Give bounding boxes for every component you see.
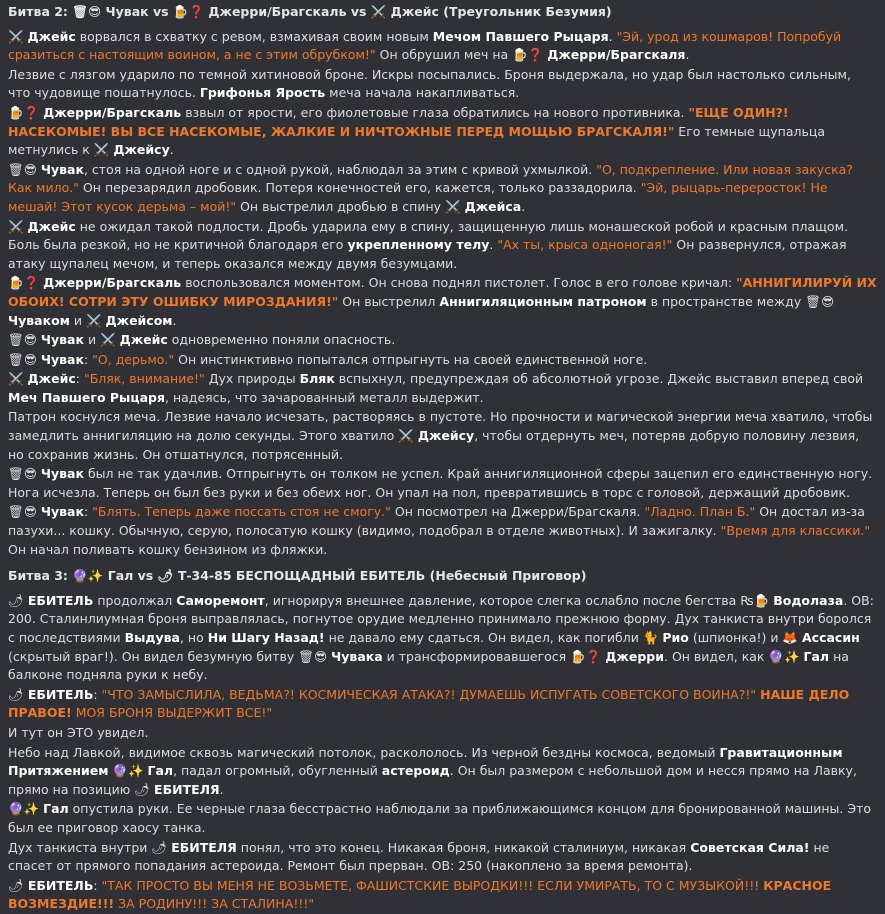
message-paragraph <box>8 408 877 464</box>
text-run: , игнорируя внешнее давление, которое слегка ослабло после бегства ₨🍺 <box>264 592 774 608</box>
text-run: Дух танкиста внутри 🌶 <box>8 839 172 855</box>
bold-name: Джейс <box>27 28 76 44</box>
text-run: и трансформировавшегося 🍺❓ <box>382 648 606 664</box>
message-paragraph <box>8 877 877 914</box>
quote-text: "ТАК ПРОСТО ВЫ МЕНЯ НЕ ВОЗЬМЕТЕ, ФАШИСТСКИЕ ВЫРОДКИ!!! ЕСЛИ УМИРАТЬ, ТО С МУЗЫКОЙ!!! <box>101 877 760 893</box>
bold-name: ЕБИТЕЛЬ <box>27 592 94 608</box>
message-paragraph <box>8 465 877 502</box>
message-paragraph <box>8 66 877 103</box>
message-paragraph <box>8 218 877 274</box>
quote-text: "О, дерьмо." <box>92 351 175 367</box>
text-run: Дух природы <box>204 371 300 387</box>
text-run: 🗑😎 <box>8 161 41 177</box>
text-run: , чтобы отдернуть меч, потеряв добрую половину лезвия, но сохранив жизнь. Он отшатнулся, потрясенный. <box>8 428 860 462</box>
text-run: 🗑😎 <box>8 332 41 348</box>
text-run: понял, что это конец. Никакая броня, никакой сталиниум, никакая <box>236 839 691 855</box>
bold-name: Джейсу <box>113 142 170 158</box>
bold-name: ЕБИТЕЛЯ <box>154 781 220 797</box>
quote-text: "Ах ты, крыса одноногая!" <box>497 237 673 253</box>
quote-text: "Эй, рыцарь-переросток! Не мешай! Этот кусок дерьма – мой!" <box>8 180 828 214</box>
quote-text: "Ладно. План Б." <box>644 504 756 520</box>
bold-name: Бляк <box>299 371 335 387</box>
bold-name: Чувака <box>331 648 383 664</box>
text-run: : <box>83 351 93 367</box>
bold-name: Рио <box>662 630 689 645</box>
text-run: взвыл от ярости, его фиолетовые глаза обратились на нового противника. <box>181 104 689 120</box>
text-run: , падал огромный, обугленный <box>173 763 382 779</box>
bold-name: Гал <box>147 763 174 779</box>
battle-3-section <box>8 592 877 914</box>
bold-name: ЕБИТЕЛЬ <box>27 877 94 893</box>
message-paragraph <box>8 351 877 370</box>
text-run: (шпионка!) и 🦊 <box>688 630 802 645</box>
text-run: : <box>93 686 102 702</box>
message-paragraph <box>8 104 877 160</box>
text-run: . ОВ: 200. Сталинлиумная броня выправлялась, погнутое орудие медленно принимало прежнюю форму. Дух танкиста внутри боролся с последствиями <box>8 592 874 645</box>
text-run: Он посмотрел на Джерри/Брагскаля. <box>390 504 645 520</box>
bold-name: Чуваком <box>8 312 70 328</box>
message-paragraph <box>8 839 877 876</box>
bold-name: Джейса <box>464 198 522 214</box>
quote-text: "Эй, урод из кошмаров! Попробуй сразиться с настоящим воином, а не с этим обрубком!" <box>8 28 842 63</box>
bold-name: укрепленному телу <box>347 237 490 253</box>
bold-name: ЕБИТЕЛЯ <box>171 839 237 855</box>
text-run: 🌶 <box>8 592 28 608</box>
text-run: Он достал из-за пазухи... кошку. Обычную, серую, полосатую кошку (видимо, подобрал в отделе животных). И зажигалку. <box>8 504 865 539</box>
text-run: 🗑😎 <box>8 351 41 367</box>
quote-text: "О, подкрепление. Или новая закуска? Как мило." <box>8 161 853 196</box>
message-paragraph <box>8 161 877 217</box>
bold-name: Ни Шагу Назад! <box>207 630 325 645</box>
quote-text: "Бляк, внимание!" <box>83 371 205 387</box>
bold-name: Чувак <box>40 161 84 177</box>
text-run: опустила руки. Ее черные глаза бесстрастно наблюдали за приближающимся концом для бронированной машины. Это был ее приговор хаосу танка. <box>8 801 872 835</box>
text-run: Лезвие с лязгом ударило по темной хитиновой броне. Искры посыпались. Броня выдержала, но удар был настолько сильным, что чудовище пошатнулось. <box>8 66 851 101</box>
text-run: 🍺❓ <box>8 104 44 120</box>
bold-name: Джейс <box>27 371 76 387</box>
bold-name: Гал <box>803 648 830 664</box>
text-run: был не так удачлив. Отпрыгнуть он толком не успел. Край аннигиляционной сферы зацепил его единственную ногу. Нога исчезла. Теперь он был без руки и без обеих ног. Он упал на пол, превратившись в торс с головой, держащий дробовик. <box>8 466 873 500</box>
text-run: , но <box>179 630 208 645</box>
text-run: 🗑😎 <box>8 504 41 520</box>
text-run: Его темные щупальца метнулись к ⚔️ <box>8 123 826 158</box>
bold-name: Мечом Павшего Рыцаря <box>432 28 609 44</box>
bold-name: ЕБИТЕЛЬ <box>27 686 94 702</box>
quote-text: "ЧТО ЗАМЫСЛИЛА, ВЕДЬМА?! КОСМИЧЕСКАЯ АТАКА?! ДУМАЕШЬ ИСПУГАТЬ СОВЕТСКОГО ВОИНА?!" <box>101 686 757 702</box>
quote-text: "Блять. Теперь даже поссать стоя не смогу." <box>92 504 391 520</box>
text-run: Он обрушил меч на 🍺❓ <box>375 47 548 63</box>
text-run: ⚔️ <box>8 28 28 44</box>
text-run: и ⚔️ <box>69 312 106 328</box>
text-run: . Он видел, как 🔮✨ <box>664 648 804 664</box>
message-paragraph <box>8 592 877 685</box>
bold-name: Чувак <box>40 351 84 367</box>
bold-name: Чувак <box>40 332 84 348</box>
message-paragraph <box>8 724 877 743</box>
bold-name: Саморемонт <box>176 592 265 608</box>
quote-bold-text: "ЕЩЕ ОДИН?! НАСЕКОМЫЕ! ВЫ ВСЕ НАСЕКОМЫЕ, ЖАЛКИЕ И НИЧТОЖНЫЕ ПЕРЕД МОЩЬЮ БРАГСКАЛЯ!" <box>8 104 789 139</box>
bold-name: Аннигиляционным патроном <box>439 293 647 309</box>
text-run: (скрытый враг!). Он видел безумную битву 🗑😎 <box>8 648 332 664</box>
bold-name: Джейс <box>27 218 76 234</box>
text-run: . <box>172 312 177 328</box>
text-run: : <box>83 504 93 520</box>
bold-name: Ассасин <box>801 630 860 645</box>
bold-name: Водолаза <box>773 592 844 608</box>
text-run: 🔮✨ <box>108 763 148 779</box>
text-run: , надеясь, что зачарованный металл выдержит. <box>165 389 484 405</box>
text-run: ⚔️ <box>8 371 28 387</box>
text-run: Патрон коснулся меча. Лезвие начало исчезать, растворяясь в пустоте. Но прочности и магической энергии меча хватило, чтобы замедлить аннигиляцию на долю секунды. Этого хватило ⚔️ <box>8 409 873 444</box>
battle-2-header: Битва 2: 🗑😎 Чувак vs 🍺❓ Джерри/Брагскаль vs ⚔️ Джейс (Треугольник Безумия) <box>8 4 612 19</box>
text-run: 🌶 <box>8 686 28 702</box>
message-paragraph <box>8 28 877 65</box>
bold-name: Чувак <box>40 466 84 482</box>
bold-name: Советская Сила! <box>690 839 810 855</box>
text-run: : <box>75 371 84 387</box>
text-run: Он перезарядил дробовик. Потеря конечностей его, кажется, только раззадорила. <box>78 180 641 196</box>
bold-name: Выдува <box>124 630 180 645</box>
quote-text: ЗА РОДИНУ!!! ЗА СТАЛИНА!!!" <box>118 896 315 912</box>
text-run: воспользовался моментом. Он снова поднял пистолет. Голос в его голове кричал: <box>181 275 737 291</box>
text-run: И тут он ЭТО увидел. <box>8 724 149 740</box>
message-paragraph <box>8 744 877 800</box>
bold-name: Грифонья Ярость <box>199 85 326 101</box>
text-run: Он развернулся, отражая атаку щупалец мечом, и теперь оказался между двумя безумцами. <box>8 237 847 271</box>
text-run: 🌶 <box>8 877 28 893</box>
quote-bold-text: НАШЕ ДЕЛО ПРАВОЕ! <box>8 686 850 721</box>
bold-name: Джейс <box>119 332 168 348</box>
text-run: Он выстрелил дробью в спину ⚔️ <box>236 198 465 214</box>
text-run: на балконе подняла руки к небу. <box>8 648 849 683</box>
bold-name: Джерри <box>605 648 664 664</box>
text-run: Небо над Лавкой, видимое сквозь магический потолок, раскололось. Из черной бездны космоса, ведомый <box>8 744 720 760</box>
quote-text: "Время для классики." <box>720 523 871 539</box>
text-run: и ⚔️ <box>83 332 120 348</box>
text-run: : <box>93 877 102 893</box>
text-run: 🗑😎 <box>8 466 41 482</box>
text-run: . <box>219 781 224 797</box>
bold-name: Чувак <box>40 504 84 520</box>
quote-bold-text: "АННИГИЛИРУЙ ИХ ОБОИХ! СОТРИ ЭТУ ОШИБКУ МИРОЗДАНИЯ!" <box>8 275 877 309</box>
text-run: не спасет от прямого попадания астероида. Ремонт был прерван. ОВ: 250 (накоплено за время ремонта). <box>8 839 830 874</box>
text-run: ворвался в схватку с ревом, взмахивая своим новым <box>75 28 433 44</box>
bold-name: Гал <box>43 801 69 817</box>
text-run: , стоя на одной ноге и с одной рукой, наблюдал за этим с кривой ухмылкой. <box>83 161 597 177</box>
message-paragraph <box>8 274 877 330</box>
bold-name: Джейсом <box>105 312 173 328</box>
text-run: 🔮✨ <box>8 801 44 817</box>
text-run: одновременно поняли опасность. <box>167 332 396 348</box>
bold-name: Джерри/Брагскаля <box>547 47 686 63</box>
bold-name: Джерри/Брагскаль <box>43 275 182 291</box>
text-run: не давало ему сдаться. Он видел, как погибли 🐈 <box>324 630 663 645</box>
text-run: Он начал поливать кошку бензином из фляжки. <box>8 541 328 557</box>
text-run: . <box>521 198 526 214</box>
battle-3-header: Битва 3: 🔮✨ Гал vs 🌶 Т-34-85 БЕСПОЩАДНЫЙ ЕБИТЕЛЬ (Небесный Приговор) <box>8 568 587 584</box>
quote-text: МОЯ БРОНЯ ВЫДЕРЖИТ ВСЕ!" <box>75 705 273 721</box>
text-run: вспыхнул, предупреждая об абсолютной угрозе. Джейс выставил вперед свой <box>334 371 864 387</box>
text-run: 🍺❓ <box>8 275 44 291</box>
message-paragraph <box>8 503 877 559</box>
text-run: в пространстве между 🗑😎 <box>646 293 835 309</box>
bold-name: Меч Павшего Рыцаря <box>8 389 166 405</box>
text-run: ⚔️ <box>8 218 28 234</box>
text-run: . <box>489 237 498 253</box>
battle-2-section <box>8 28 877 560</box>
text-run: Он выстрелил <box>338 293 440 309</box>
bold-name: Джерри/Брагскаль <box>43 104 182 120</box>
message-paragraph <box>8 370 877 407</box>
text-run: меча начала накапливаться. <box>325 85 520 101</box>
text-run: . <box>685 47 690 63</box>
text-run: . <box>608 28 617 44</box>
bold-name: Гравитационным Притяжением <box>8 744 843 779</box>
quote-bold-text: КРАСНОЕ ВОЗМЕЗДИЕ!!! <box>8 877 832 912</box>
message-paragraph <box>8 686 877 723</box>
text-run: продолжал <box>93 592 177 608</box>
bold-name: астероид <box>381 763 450 779</box>
text-run: не ожидал такой подлости. Дробь ударила ему в спину, защищенную лишь монашеской робой и красным плащом. Боль была резкой, но не критичной благодаря его <box>8 218 848 253</box>
message-paragraph <box>8 331 877 350</box>
text-run: . <box>169 142 174 158</box>
bold-name: Джейсу <box>417 428 475 444</box>
text-run: . Он был размером с небольшой дом и несся прямо на Лавку, прямо на позицию 🌶 <box>8 763 857 797</box>
text-run: Он инстинктивно попытался отпрыгнуть на своей единственной ноге. <box>174 351 648 367</box>
message-paragraph <box>8 800 877 837</box>
